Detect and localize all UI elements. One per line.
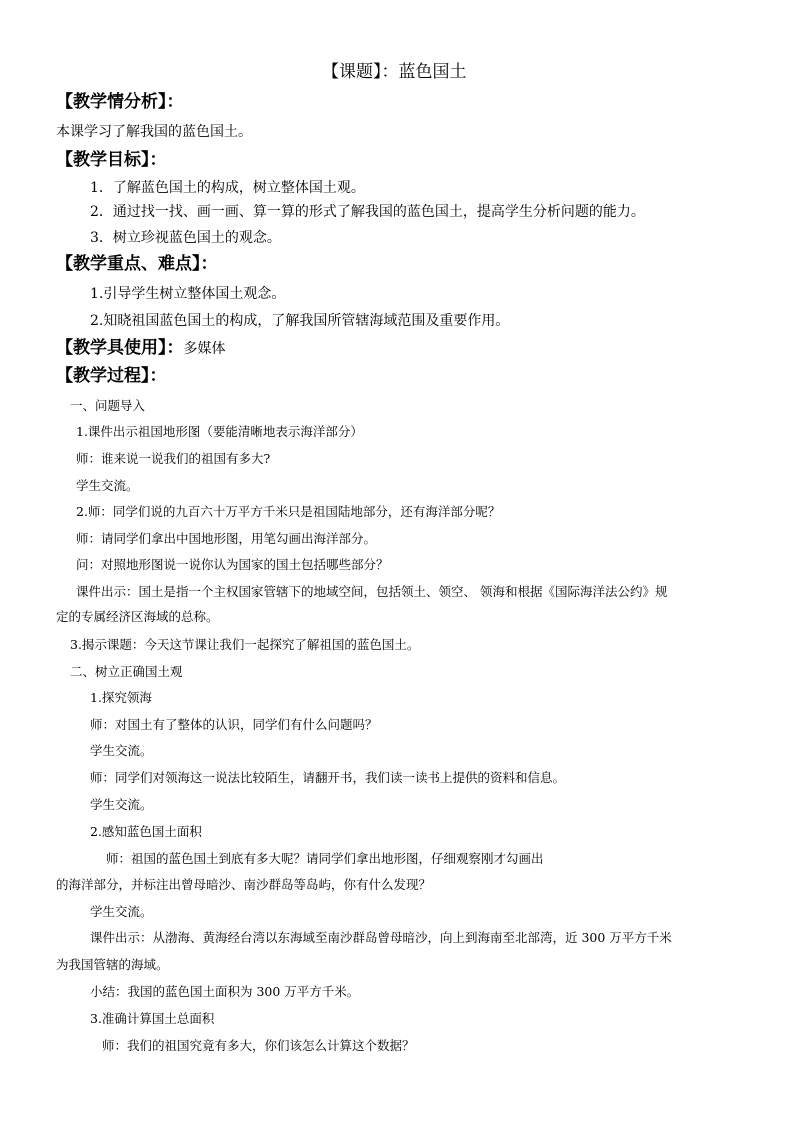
process-line: 的海洋部分，并标注出曾母暗沙、南沙群岛等岛屿，你有什么发现？ (56, 877, 432, 892)
process-line: 学生交流。 (90, 743, 153, 758)
process-line: 学生交流。 (90, 797, 153, 812)
key-point-item-1: 1.引导学生树立整体国土观念。 (90, 286, 286, 302)
process-line: 2.感知蓝色国土面积 (90, 824, 202, 839)
analysis-heading: 【教学情分析】： (56, 92, 184, 112)
process-line: 3.揭示课题：今天这节课让我们一起探究了解祖国的蓝色国土。 (70, 637, 420, 652)
process-line: 1.探究领海 (90, 690, 152, 705)
tools-heading: 【教学具使用】： (56, 338, 184, 358)
process-line: 小结：我国的蓝色国土面积为 300 万平方千米。 (90, 984, 360, 999)
process-line: 师：同学们对领海这一说法比较陌生，请翻开书，我们读一读书上提供的资料和信息。 (90, 770, 566, 785)
goal-item-2: 2．通过找一找、画一画、算一算的形式了解我国的蓝色国土，提高学生分析问题的能力。 (90, 204, 645, 220)
process-line: 3.准确计算国土总面积 (90, 1011, 215, 1026)
process-line: 为我国管辖的海域。 (56, 957, 169, 972)
process-line: 学生交流。 (90, 904, 153, 919)
process-heading: 【教学过程】： (56, 366, 167, 386)
goals-heading: 【教学目标】： (56, 150, 167, 170)
process-line: 2.师：同学们说的九百六十万平方千米只是祖国陆地部分，还有海洋部分呢？ (76, 504, 501, 519)
process-line: 课件出示：从渤海、黄海经台湾以东海域至南沙群岛曾母暗沙，向上到海南至北部湾，近 300 万平方千米 (90, 930, 672, 945)
goal-item-1: 1．了解蓝色国土的构成，树立整体国土观。 (90, 180, 365, 196)
analysis-text: 本课学习了解我国的蓝色国土。 (56, 124, 252, 140)
process-line: 问：对照地形图说一说你认为国家的国土包括哪些部分？ (76, 557, 389, 572)
process-line: 师：祖国的蓝色国土到底有多大呢？请同学们拿出地形图，仔细观察刚才勾画出 (106, 851, 544, 866)
goal-item-3: 3．树立珍视蓝色国土的观念。 (90, 230, 281, 246)
key-point-item-2: 2.知晓祖国蓝色国土的构成，了解我国所管辖海域范围及重要作用。 (90, 313, 510, 329)
process-line: 师：我们的祖国究竟有多大，你们该怎么计算这个数据？ (102, 1038, 415, 1053)
process-line: 师：谁来说一说我们的祖国有多大? (76, 451, 271, 466)
process-line: 师：对国土有了整体的认识，同学们有什么问题吗？ (90, 717, 378, 732)
tools-line (56, 340, 226, 357)
tools-value: 多媒体 (183, 341, 226, 357)
process-line: 学生交流。 (76, 478, 139, 493)
page-title: 【课题】：蓝色国土 (322, 62, 467, 82)
process-line: 定的专属经济区海域的总称。 (56, 609, 219, 624)
process-line: 二、树立正确国土观 (70, 664, 183, 679)
process-line: 1.课件出示祖国地形图（要能清晰地表示海洋部分） (76, 424, 363, 439)
key-points-heading: 【教学重点、难点】： (56, 254, 218, 274)
process-line: 课件出示：国土是指一个主权国家管辖下的地域空间，包括领土、领空、 领海和根据《国际海洋法公约》规 (76, 584, 668, 599)
process-line: 一、问题导入 (70, 398, 146, 413)
process-line: 师：请同学们拿出中国地形图，用笔勾画出海洋部分。 (76, 531, 377, 546)
